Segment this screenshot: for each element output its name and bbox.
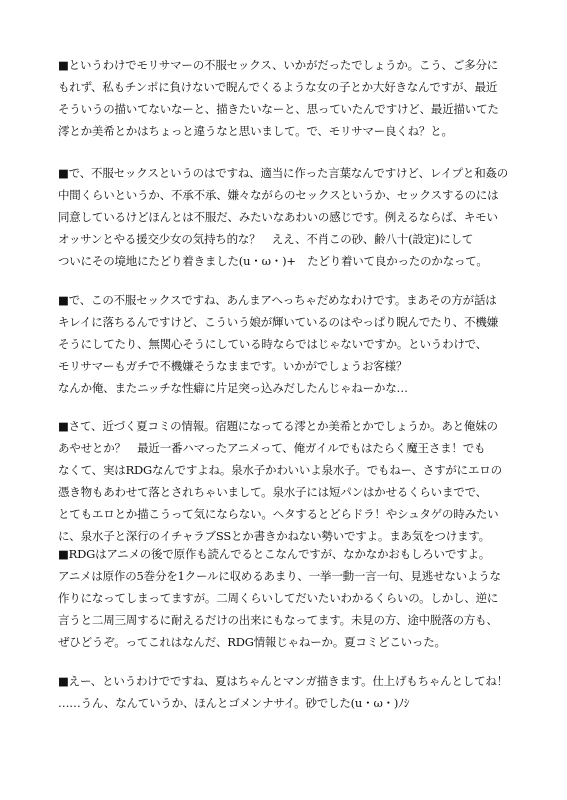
text-line: ぜひどうぞ。ってこれはなんだ、RDG情報じゃねーか。夏コミどこいった。 [58,635,446,649]
text-line: ■さて、近づく夏コミの情報。宿題になってる澪とか美希とかでしょうか。あと俺妹の [58,419,498,433]
paragraph-morisummer-intro [58,54,528,142]
text-line: 澪とか美希とかはちょっと違うなと思いまして。で、モリサマー良くね？と。 [58,124,453,138]
paragraph-summer-comiket [58,415,528,547]
text-line: 中間くらいというか、不承不承、嫌々ながらのセックスというか、セックスするのには [58,188,499,202]
text-line: アニメは原作の5巻分を1クールに収めるあまり、一挙一動一言一句、見逃せないような [58,569,501,583]
text-line: キレイに落ちるんですけど、こういう娘が輝いているのはやっぱり睨んでたり、不機嫌 [58,315,499,329]
text-line: 言うと二周三周するに耐えるだけの出来にもなってます。未見の方、途中脱落の方も、 [58,613,498,627]
text-line: ■えー、というわけでですね、夏はちゃんとマンガ描きます。仕上げもちゃんとしてね！ [58,674,508,688]
text-line: あやせとか？ 最近一番ハマったアニメって、俺ガイルでもはたらく魔王さま！でも [58,441,486,455]
text-line: ■で、この不服セックスですね、あんまアへっちゃだめなわけです。まあその方が話は [58,293,497,307]
paragraph-rdg-review [58,543,528,653]
text-line: もれず、私もチンポに負けないで睨んでくるような女の子とか大好きなんですが、最近 [58,80,498,94]
paragraph-fufuku-detail [58,289,528,399]
text-line: に、泉水子と深行のイチャラブSSとか書きかねない勢いですよ。まあ気をつけます。 [58,529,490,543]
text-line: 同意しているけどほんとは不服だ、みたいなあわいの感じです。例えるならば、キモい [58,210,498,224]
text-line: 憑き物もあわせて落とされちゃいまして。泉水子には短パンはかせるくらいまでで、 [58,485,487,499]
text-line: ■というわけでモリサマーの不服セックス、いかがだったでしょうか。こう、ご多分に [58,58,499,72]
text-line: ■で、不服セックスというのはですね、適当に作った言葉なんですけど、レイプと和姦の [58,166,509,180]
text-line: ……うん、なんていうか、ほんとゴメンナサイ。砂でした(u・ω・)ﾉｼ [58,696,410,710]
text-line: なくて、実はRDGなんですよね。泉水子かわいいよ泉水子。でもねー、さすがにエロの [58,463,502,477]
paragraph-closing [58,670,528,714]
text-line: オッサンとやる援交少女の気持ち的な？ ええ、不肖この砂、齢八十(設定)にして [58,232,474,246]
text-line: なんか俺、またニッチな性癖に片足突っ込みだしたんじゃねーかな… [58,381,408,395]
paragraph-fufuku-definition [58,162,528,272]
text-line: 作りになってしまってますが。二周くらいしてだいたいわかるくらいの。しかし、逆に [58,591,499,605]
text-line: ついにその境地にたどり着きました(u・ω・)+ たどり着いて良かったのかなって。 [58,254,488,268]
text-line: モリサマーもガチで不機嫌そうなままです。いかがでしょうお客様？ [58,359,408,373]
text-line: そういうの描いてないなーと、描きたいなーと、思っていたんですけど、最近描いてた [58,102,499,116]
text-line: ■RDGはアニメの後で原作も読んでるとこなんですが、なかなかおもしろいですよ。 [58,547,491,561]
text-line: そうにしてたり、無関心そうにしている時ならではじゃないですか。というわけで、 [58,337,488,351]
text-line: とてもエロとか描こうって気にならない。ヘタするとどらドラ！やシュタゲの時みたい [58,507,499,521]
